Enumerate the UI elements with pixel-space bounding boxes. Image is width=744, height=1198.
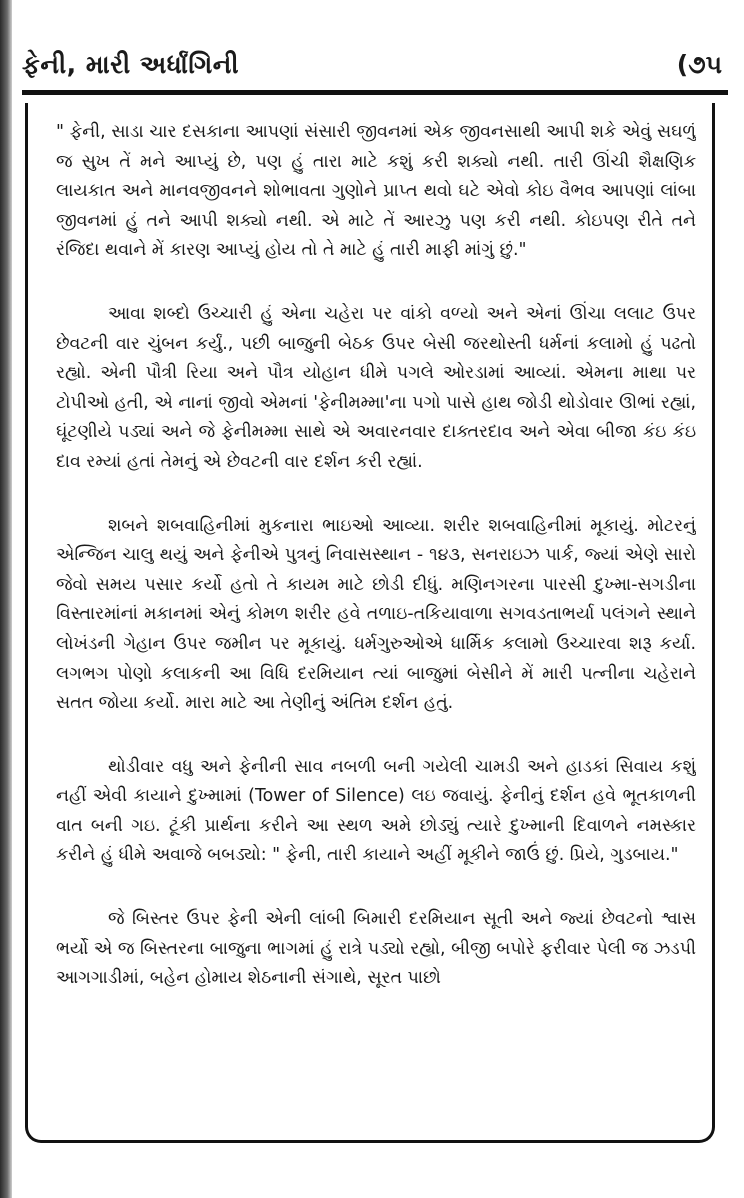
book-spine-shadow — [0, 0, 12, 1198]
running-header — [22, 50, 730, 94]
paragraph: થોડીવાર વધુ અને ફેનીની સાવ નબળી બની ગયેલી ચામડી અને હાડકાં સિવાય કશું નહીં એવી કાયાને દુખ્મામાં (Tower of Silence) લઇ જવાયું. ફેનીનું દર્શન હવે ભૂતકાળની વાત બની ગઇ. ટૂંકી પ્રાર્થના કરીને આ સ્થળ અમે છોડ્યું ત્યારે દુખ્માની દિવાળને નમસ્કાર કરીને હું ધીમે અવાજે બબડ્યો: " ફેની, તારી કાયાને અહીં મૂકીને જાઉં છું. પ્રિયે, ગુડબાય." — [56, 756, 696, 866]
paragraph: શબને શબવાહિનીમાં મુકનારા ભાઇઓ આવ્યા. શરીર શબવાહિનીમાં મૂકાયું. મોટરનું એન્જિન ચાલુ થયું અને ફેનીએ પુત્રનું નિવાસસ્થાન - ૧૪૩, સનરાઇઝ પાર્ક, જ્યાં એણે સારો જેવો સમય પસાર કર્યો હતો તે કાયમ માટે છોડી દીધું. મણિનગરના પારસી દુખ્મા-સગડીના વિસ્તારમાંનાં મકાનમાં એનું કોમળ શરીર હવે તળાઇ-તકિયાવાળા સગવડતાભર્યા પલંગને સ્થાને લોખંડની ગેહાન ઉપર જમીન પર મૂકાયું. ધર્મગુરુઓએ ધાર્મિક કલામો ઉચ્ચારવા શરૂ કર્યા. લગભગ પોણો કલાકની આ વિધિ દરમિયાન ત્યાં બાજુમાં બેસીને મેં મારી પત્નીના ચહેરાને સતત જોયા કર્યો. મારા માટે આ તેણીનું અંતિમ દર્શન હતું. — [56, 515, 696, 714]
chapter-title: ફેની, મારી અર્ધાંગિની — [22, 50, 240, 79]
paragraph: આવા શબ્દો ઉચ્ચારી હું એના ચહેરા પર વાંકો વળ્યો અને એનાં ઊંચા લલાટ ઉપર છેવટની વાર ચુંબન કર્યું., પછી બાજુની બેઠક ઉપર બેસી જરથોસ્તી ધર્મનાં કલામો હું પઢતો રહ્યો. એની પૌત્રી રિયા અને પૌત્ર યોહાન ધીમે પગલે ઓરડામાં આવ્યાં. એમના માથા પર ટોપીઓ હતી, એ નાનાં જીવો એમનાં 'ફેનીમમ્મા'ના પગો પાસે હાથ જોડી થોડોવાર ઊભાં રહ્યાં, ઘૂંટણીયે પડ્યાં અને જે ફેનીમમ્મા સાથે એ અવારનવાર દાક્તરદાવ અને એવા બીજા કંઇ કંઇ દાવ રમ્યાં હતાં તેમનું એ છેવટની વાર દર્શન કરી રહ્યાં. — [56, 303, 696, 472]
body-text — [56, 118, 696, 1143]
header-rule — [22, 90, 728, 95]
paragraph-quote: " ફેની, સાડા ચાર દસકાના આપણાં સંસારી જીવનમાં એક જીવનસાથી આપી શકે એવું સઘળું જ સુખ તેં મને આપ્યું છે, પણ હું તારા માટે કશું કરી શક્યો નથી. તારી ઊંચી શૈક્ષણિક લાયકાત અને માનવજીવનને શોભાવતા ગુણોને પ્રાપ્ત થવો ઘટે એવો કોઇ વૈભવ આપણાં લાંબા જીવનમાં હું તને આપી શક્યો નથી. એ માટે તેં આરઝુ પણ કરી નથી. કોઇપણ રીતે તને રંજિદા થવાને મેં કારણ આપ્યું હોય તો તે માટે હું તારી માફી માંગું છું." — [56, 122, 696, 261]
paragraph: જે બિસ્તર ઉપર ફેની એની લાંબી બિમારી દરમિયાન સૂતી અને જ્યાં છેવટનો શ્વાસ ભર્યો એ જ બિસ્તરના બાજુના ભાગમાં હું રાત્રે પડ્યો રહ્યો, બીજી બપોરે ફરીવાર પેલી જ ઝડપી આગગાડીમાં, બહેન હોમાય શેઠનાની સંગાથે, સૂરત પાછો — [56, 909, 696, 989]
page-number: (૭૫ — [676, 50, 722, 79]
